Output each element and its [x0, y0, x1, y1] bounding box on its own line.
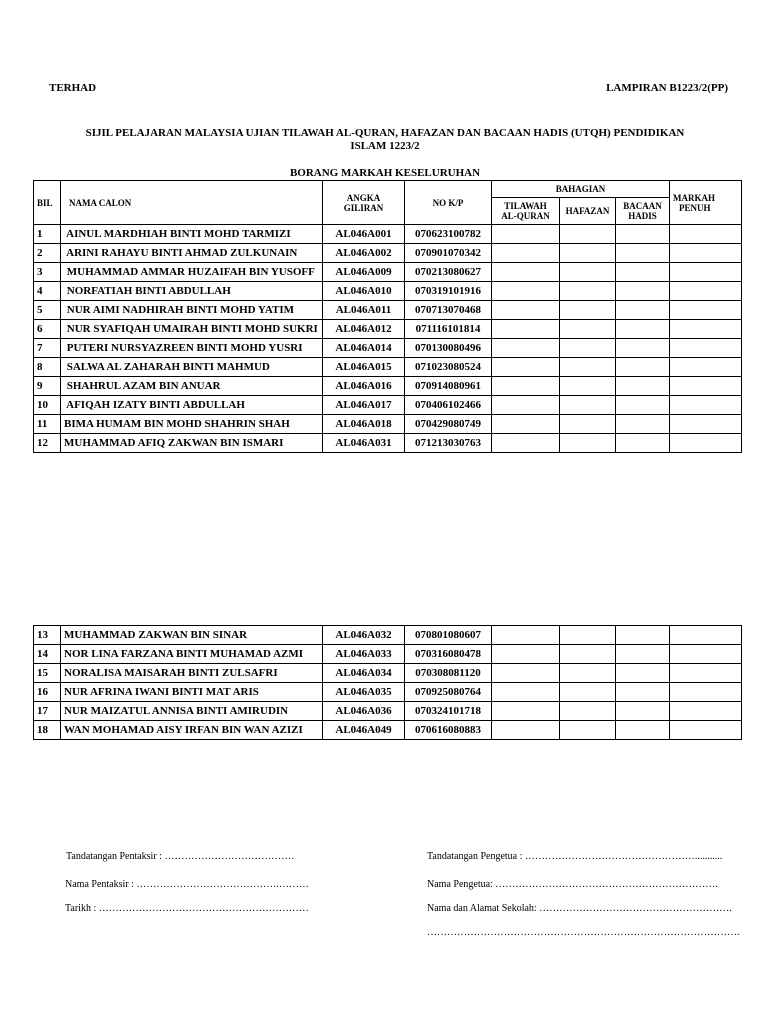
title-line-1: SIJIL PELAJARAN MALAYSIA UJIAN TILAWAH AL-QURAN, HAFAZAN DAN BACAAN HADIS (UTQH) PENDIDIKAN — [85, 127, 685, 139]
cell-markah-penuh[interactable] — [670, 339, 742, 358]
cell-markah-penuh[interactable] — [670, 645, 742, 664]
alamat-sekolah-line-2: …………………………………………………………………………………. — [427, 927, 740, 938]
cell-angka-giliran: AL046A009 — [323, 263, 405, 282]
cell-nama-calon: MUHAMMAD AMMAR HUZAIFAH BIN YUSOFF — [61, 263, 323, 282]
table-row — [34, 664, 742, 683]
cell-angka-giliran: AL046A034 — [323, 664, 405, 683]
table-row — [34, 377, 742, 396]
cell-bil: 18 — [34, 721, 61, 740]
cell-tilawah-mark[interactable] — [492, 434, 560, 453]
header-tilawah-line1: TILAWAH — [504, 201, 547, 211]
cell-angka-giliran: AL046A012 — [323, 320, 405, 339]
cell-bil: 14 — [34, 645, 61, 664]
header-tilawah-al-quran — [492, 198, 560, 225]
cell-tilawah-mark[interactable] — [492, 263, 560, 282]
marks-table-page-2 — [33, 625, 742, 740]
cell-nama-calon: PUTERI NURSYAZREEN BINTI MOHD YUSRI — [61, 339, 323, 358]
cell-nama-calon: BIMA HUMAM BIN MOHD SHAHRIN SHAH — [61, 415, 323, 434]
cell-nama-calon: NUR MAIZATUL ANNISA BINTI AMIRUDIN — [61, 702, 323, 721]
cell-bacaan-mark[interactable] — [616, 396, 670, 415]
cell-angka-giliran: AL046A033 — [323, 645, 405, 664]
table-row — [34, 320, 742, 339]
cell-angka-giliran: AL046A002 — [323, 244, 405, 263]
cell-tilawah-mark[interactable] — [492, 664, 560, 683]
cell-nama-calon: NUR SYAFIQAH UMAIRAH BINTI MOHD SUKRI — [61, 320, 323, 339]
cell-tilawah-mark[interactable] — [492, 320, 560, 339]
table-row — [34, 301, 742, 320]
cell-angka-giliran: AL046A035 — [323, 683, 405, 702]
cell-bil: 5 — [34, 301, 61, 320]
header-markah-penuh — [670, 181, 742, 225]
table-row — [34, 721, 742, 740]
cell-no-kp: 070713070468 — [405, 301, 492, 320]
marks-table-page-1 — [33, 180, 742, 453]
cell-angka-giliran: AL046A031 — [323, 434, 405, 453]
cell-nama-calon: MUHAMMAD ZAKWAN BIN SINAR — [61, 626, 323, 645]
cell-markah-penuh[interactable] — [670, 320, 742, 339]
nama-pentaksir: Nama Pentaksir : …………………………………….……… — [65, 879, 309, 890]
cell-nama-calon: AFIQAH IZATY BINTI ABDULLAH — [61, 396, 323, 415]
table-row — [34, 358, 742, 377]
cell-angka-giliran: AL046A010 — [323, 282, 405, 301]
cell-tilawah-mark[interactable] — [492, 244, 560, 263]
table-row — [34, 263, 742, 282]
cell-bacaan-mark[interactable] — [616, 702, 670, 721]
cell-nama-calon: NUR AIMI NADHIRAH BINTI MOHD YATIM — [61, 301, 323, 320]
header-markah-line1: MARKAH — [673, 192, 716, 203]
cell-no-kp: 070901070342 — [405, 244, 492, 263]
cell-no-kp: 070406102466 — [405, 396, 492, 415]
cell-tilawah-mark[interactable] — [492, 683, 560, 702]
cell-bacaan-mark[interactable] — [616, 683, 670, 702]
cell-bil: 6 — [34, 320, 61, 339]
cell-angka-giliran: AL046A018 — [323, 415, 405, 434]
cell-hafazan-mark[interactable] — [560, 702, 616, 721]
cell-no-kp: 071116101814 — [405, 320, 492, 339]
cell-nama-calon: NOR LINA FARZANA BINTI MUHAMAD AZMI — [61, 645, 323, 664]
cell-hafazan-mark[interactable] — [560, 301, 616, 320]
cell-no-kp: 070324101718 — [405, 702, 492, 721]
cell-markah-penuh[interactable] — [670, 396, 742, 415]
header-bacaan-line1: BACAAN — [623, 201, 662, 211]
cell-no-kp: 070319101916 — [405, 282, 492, 301]
cell-bil: 12 — [34, 434, 61, 453]
cell-bil: 4 — [34, 282, 61, 301]
header-nama-calon: NAMA CALON — [61, 181, 323, 225]
tarikh: Tarikh : ……………………………………………………… — [65, 903, 309, 914]
cell-bacaan-mark[interactable] — [616, 263, 670, 282]
cell-angka-giliran: AL046A017 — [323, 396, 405, 415]
cell-bil: 1 — [34, 225, 61, 244]
cell-markah-penuh[interactable] — [670, 358, 742, 377]
header-angka-line1: ANGKA — [346, 192, 381, 203]
cell-tilawah-mark[interactable] — [492, 358, 560, 377]
cell-no-kp: 070914080961 — [405, 377, 492, 396]
cell-hafazan-mark[interactable] — [560, 320, 616, 339]
cell-markah-penuh[interactable] — [670, 721, 742, 740]
cell-bil: 7 — [34, 339, 61, 358]
cell-hafazan-mark[interactable] — [560, 339, 616, 358]
cell-tilawah-mark[interactable] — [492, 721, 560, 740]
cell-bil: 17 — [34, 702, 61, 721]
cell-no-kp: 070130080496 — [405, 339, 492, 358]
cell-no-kp: 070623100782 — [405, 225, 492, 244]
cell-hafazan-mark[interactable] — [560, 664, 616, 683]
cell-hafazan-mark[interactable] — [560, 645, 616, 664]
cell-nama-calon: SALWA AL ZAHARAH BINTI MAHMUD — [61, 358, 323, 377]
cell-bil: 16 — [34, 683, 61, 702]
table-row — [34, 683, 742, 702]
cell-nama-calon: ARINI RAHAYU BINTI AHMAD ZULKUNAIN — [61, 244, 323, 263]
cell-tilawah-mark[interactable] — [492, 702, 560, 721]
cell-nama-calon: AINUL MARDHIAH BINTI MOHD TARMIZI — [61, 225, 323, 244]
cell-bacaan-mark[interactable] — [616, 301, 670, 320]
cell-hafazan-mark[interactable] — [560, 396, 616, 415]
cell-nama-calon: SHAHRUL AZAM BIN ANUAR — [61, 377, 323, 396]
cell-nama-calon: NORALISA MAISARAH BINTI ZULSAFRI — [61, 664, 323, 683]
cell-markah-penuh[interactable] — [670, 301, 742, 320]
cell-bacaan-mark[interactable] — [616, 377, 670, 396]
table-row — [34, 434, 742, 453]
table-row — [34, 626, 742, 645]
cell-markah-penuh[interactable] — [670, 225, 742, 244]
header-bahagian: BAHAGIAN — [492, 181, 670, 198]
cell-hafazan-mark[interactable] — [560, 434, 616, 453]
cell-bacaan-mark[interactable] — [616, 244, 670, 263]
cell-markah-penuh[interactable] — [670, 263, 742, 282]
cell-bil: 2 — [34, 244, 61, 263]
cell-markah-penuh[interactable] — [670, 664, 742, 683]
cell-bil: 8 — [34, 358, 61, 377]
cell-tilawah-mark[interactable] — [492, 645, 560, 664]
cell-bil: 9 — [34, 377, 61, 396]
cell-no-kp: 070801080607 — [405, 626, 492, 645]
table-row — [34, 396, 742, 415]
cell-no-kp: 070308081120 — [405, 664, 492, 683]
cell-bacaan-mark[interactable] — [616, 721, 670, 740]
nama-pengetua: Nama Pengetua: …………………………………………………………. — [427, 879, 718, 890]
table-row — [34, 339, 742, 358]
cell-markah-penuh[interactable] — [670, 702, 742, 721]
cell-hafazan-mark[interactable] — [560, 415, 616, 434]
cell-tilawah-mark[interactable] — [492, 339, 560, 358]
cell-bil: 15 — [34, 664, 61, 683]
cell-nama-calon: NUR AFRINA IWANI BINTI MAT ARIS — [61, 683, 323, 702]
header-tilawah-line2: AL-QURAN — [501, 211, 550, 221]
cell-hafazan-mark[interactable] — [560, 263, 616, 282]
cell-markah-penuh[interactable] — [670, 282, 742, 301]
header-angka-giliran — [323, 181, 405, 225]
header-bil: BIL — [34, 181, 61, 225]
cell-markah-penuh[interactable] — [670, 683, 742, 702]
cell-bil: 11 — [34, 415, 61, 434]
header-left-terhad: TERHAD — [49, 82, 97, 94]
cell-hafazan-mark[interactable] — [560, 282, 616, 301]
cell-tilawah-mark[interactable] — [492, 225, 560, 244]
cell-tilawah-mark[interactable] — [492, 415, 560, 434]
cell-hafazan-mark[interactable] — [560, 683, 616, 702]
table-row — [34, 282, 742, 301]
cell-bil: 3 — [34, 263, 61, 282]
cell-nama-calon: MUHAMMAD AFIQ ZAKWAN BIN ISMARI — [61, 434, 323, 453]
header-hafazan: HAFAZAN — [560, 198, 616, 225]
header-markah-line2: PENUH — [679, 202, 711, 213]
cell-tilawah-mark[interactable] — [492, 396, 560, 415]
cell-no-kp: 070429080749 — [405, 415, 492, 434]
cell-no-kp: 071213030763 — [405, 434, 492, 453]
cell-angka-giliran: AL046A015 — [323, 358, 405, 377]
table-body-page-2 — [34, 626, 742, 740]
cell-bacaan-mark[interactable] — [616, 225, 670, 244]
cell-angka-giliran: AL046A036 — [323, 702, 405, 721]
cell-tilawah-mark[interactable] — [492, 377, 560, 396]
document-title — [70, 127, 700, 153]
header-no-kp: NO K/P — [405, 181, 492, 225]
table-row — [34, 645, 742, 664]
cell-angka-giliran: AL046A016 — [323, 377, 405, 396]
header-angka-line2: GILIRAN — [343, 202, 384, 213]
cell-nama-calon: WAN MOHAMAD AISY IRFAN BIN WAN AZIZI — [61, 721, 323, 740]
cell-bil: 13 — [34, 626, 61, 645]
cell-bacaan-mark[interactable] — [616, 320, 670, 339]
tandatangan-pengetua: Tandatangan Pengetua : ……………………………………………........... — [427, 851, 723, 862]
cell-angka-giliran: AL046A049 — [323, 721, 405, 740]
cell-bacaan-mark[interactable] — [616, 282, 670, 301]
tandatangan-pentaksir: Tandatangan Pentaksir : ………………………………… — [66, 851, 295, 862]
cell-bacaan-mark[interactable] — [616, 339, 670, 358]
table-row — [34, 702, 742, 721]
cell-bacaan-mark[interactable] — [616, 434, 670, 453]
cell-no-kp: 070213080627 — [405, 263, 492, 282]
cell-bacaan-mark[interactable] — [616, 645, 670, 664]
cell-bacaan-mark[interactable] — [616, 358, 670, 377]
cell-markah-penuh[interactable] — [670, 434, 742, 453]
table-row — [34, 225, 742, 244]
cell-bacaan-mark[interactable] — [616, 415, 670, 434]
cell-no-kp: 070925080764 — [405, 683, 492, 702]
cell-no-kp: 070616080883 — [405, 721, 492, 740]
cell-angka-giliran: AL046A001 — [323, 225, 405, 244]
header-right-lampiran: LAMPIRAN B1223/2(PP) — [606, 82, 728, 94]
cell-markah-penuh[interactable] — [670, 415, 742, 434]
cell-no-kp: 070316080478 — [405, 645, 492, 664]
cell-hafazan-mark[interactable] — [560, 358, 616, 377]
table-body-page-1 — [34, 225, 742, 453]
cell-angka-giliran: AL046A011 — [323, 301, 405, 320]
cell-hafazan-mark[interactable] — [560, 721, 616, 740]
cell-markah-penuh[interactable] — [670, 377, 742, 396]
table-row — [34, 415, 742, 434]
table-row — [34, 244, 742, 263]
cell-tilawah-mark[interactable] — [492, 626, 560, 645]
cell-bacaan-mark[interactable] — [616, 664, 670, 683]
cell-tilawah-mark[interactable] — [492, 301, 560, 320]
cell-tilawah-mark[interactable] — [492, 282, 560, 301]
cell-markah-penuh[interactable] — [670, 626, 742, 645]
header-bacaan-line2: HADIS — [628, 211, 657, 221]
header-bacaan-hadis — [616, 198, 670, 225]
cell-markah-penuh[interactable] — [670, 244, 742, 263]
form-title: BORANG MARKAH KESELURUHAN — [289, 167, 481, 179]
cell-bacaan-mark[interactable] — [616, 626, 670, 645]
cell-hafazan-mark[interactable] — [560, 626, 616, 645]
title-line-2: ISLAM 1223/2 — [350, 140, 420, 152]
cell-no-kp: 071023080524 — [405, 358, 492, 377]
nama-alamat-sekolah: Nama dan Alamat Sekolah: …………………………………………………. — [427, 903, 732, 914]
cell-hafazan-mark[interactable] — [560, 225, 616, 244]
cell-hafazan-mark[interactable] — [560, 244, 616, 263]
cell-bil: 10 — [34, 396, 61, 415]
cell-angka-giliran: AL046A032 — [323, 626, 405, 645]
cell-hafazan-mark[interactable] — [560, 377, 616, 396]
cell-angka-giliran: AL046A014 — [323, 339, 405, 358]
cell-nama-calon: NORFATIAH BINTI ABDULLAH — [61, 282, 323, 301]
